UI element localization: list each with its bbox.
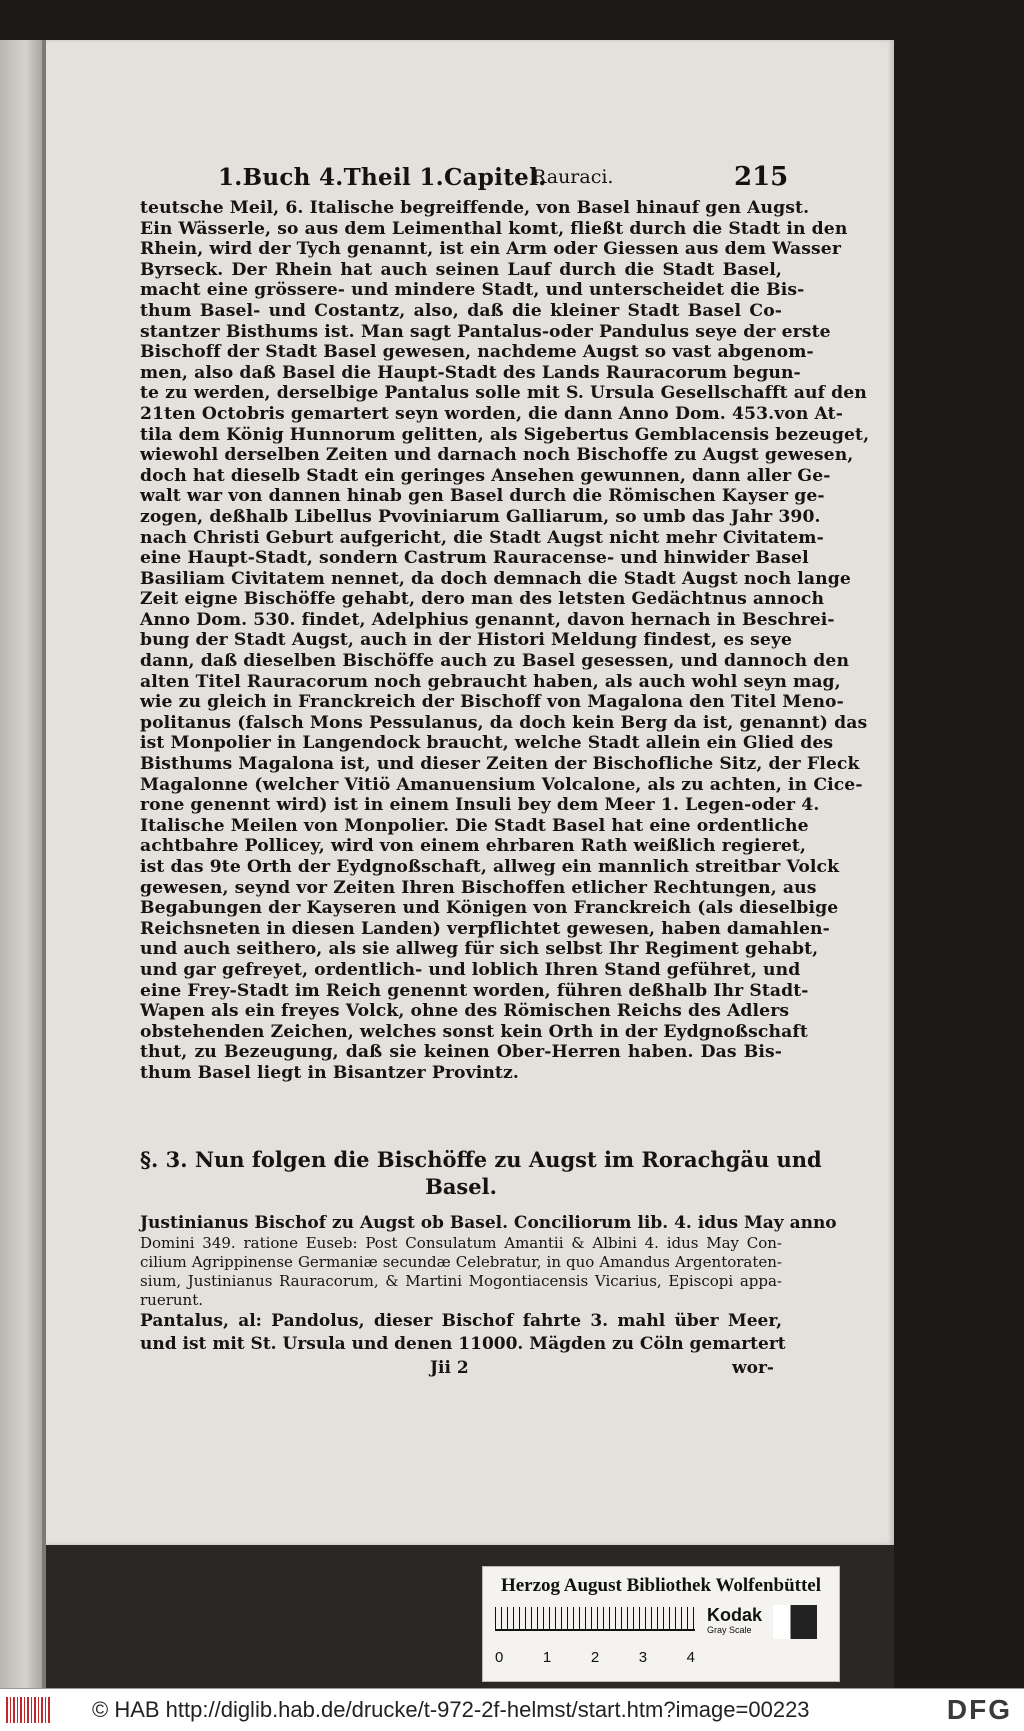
text-line: macht eine grössere- und mindere Stadt, und unterscheidet die Bis-: [140, 280, 805, 301]
signature-mark: Jii 2: [430, 1358, 469, 1378]
text-line: Byrseck. Der Rhein hat auch seinen Lauf durch die Stadt Basel,: [140, 259, 782, 280]
text-line: und auch seithero, als sie allweg für sich selbst Ihr Regiment gehabt,: [140, 939, 819, 960]
text-line: cilium Agrippinense Germaniæ secundæ Celebratur, in quo Amandus Argentoraten-: [140, 1253, 782, 1271]
text-line: tila dem König Hunnorum gelitten, als Sigebertus Gemblacensis bezeuget,: [140, 424, 870, 445]
color-calibration-card: [482, 1566, 840, 1682]
text-line: bung der Stadt Augst, auch in der Histori Meldung findest, es seye: [140, 630, 793, 651]
text-line: stantzer Bisthums ist. Man sagt Pantalus-oder Pandulus seye der erste: [140, 321, 831, 342]
page-footer: [140, 1358, 782, 1382]
text-line: Wapen als ein freyes Volck, ohne des Römischen Reichs des Adlers: [140, 1001, 790, 1022]
text-line: achtbahre Pollicey, wird von einem ehrbaren Rath weißlich regieret,: [140, 836, 807, 857]
text-line: zogen, deßhalb Libellus Pvoviniarum Galliarum, so umb das Jahr 390.: [140, 506, 821, 527]
ruler-number: 2: [590, 1649, 600, 1666]
header-topic: Rauraci.: [532, 166, 614, 188]
text-line: gewesen, seynd vor Zeiten Ihren Bischoffen etlicher Rechtungen, aus: [140, 877, 817, 898]
paragraph-justinianus: [140, 1212, 837, 1310]
ruler-numbers: [495, 1649, 695, 1666]
text-line: Reichsneten in diesen Landen) verpflichtet gewesen, haben damahlen-: [140, 918, 830, 939]
text-line: Zeit eigne Bischöffe gehabt, dero man des letsten Gedächtnus annoch: [140, 589, 825, 610]
text-line: Rhein, wird der Tych genannt, ist ein Arm oder Giessen aus dem Wasser: [140, 239, 842, 260]
text-line: politanus (falsch Mons Pessulanus, da doch kein Berg da ist, genannt) das: [140, 712, 868, 733]
left-page-edge: [0, 40, 42, 1688]
text-line: Anno Dom. 530. findet, Adelphius genannt, davon hernach in Beschrei-: [140, 609, 835, 630]
ruler-number: 3: [638, 1649, 648, 1666]
text-line: thut, zu Bezeugung, daß sie keinen Ober-Herren haben. Das Bis-: [140, 1042, 782, 1063]
running-header: [46, 156, 894, 196]
text-line: Begabungen der Kayseren und Königen von Franckreich (als dieselbige: [140, 898, 839, 919]
ruler-number: 4: [686, 1649, 695, 1666]
text-line: alten Titel Rauracorum noch gebraucht haben, als auch wohl seyn mag,: [140, 671, 841, 692]
text-line: Bisthums Magalona ist, und dieser Zeiten der Bischofliche Sitz, der Fleck: [140, 754, 860, 775]
ruler-number: 1: [542, 1649, 552, 1666]
text-line: men, also daß Basel die Haupt-Stadt des Lands Rauracorum begun-: [140, 362, 801, 383]
source-url[interactable]: © HAB http://diglib.hab.de/drucke/t-972-2f-helmst/start.htm?image=00223: [92, 1697, 810, 1722]
text-line: 21ten Octobris gemartert seyn worden, die dann Anno Dom. 453.von At-: [140, 403, 843, 424]
library-name: Herzog August Bibliothek Wolfenbüttel: [500, 1575, 822, 1596]
paragraph-pantalus: [140, 1310, 786, 1356]
text-line: thum Basel- und Costantz, also, daß die kleiner Stadt Basel Co-: [140, 300, 782, 321]
ruler-scale: [495, 1607, 695, 1666]
dfg-logo: DFG: [946, 1694, 1012, 1725]
text-line: te zu werden, derselbige Pantalus solle mit S. Ursula Gesellschafft auf den: [140, 383, 867, 404]
text-line: doch hat dieselb Stadt ein geringes Ansehen gewunnen, dann aller Ge-: [140, 465, 831, 486]
text-line: rone genennt wird) ist in einem Insuli bey dem Meer 1. Legen-oder 4.: [140, 795, 820, 816]
main-text: [140, 198, 870, 1084]
text-line: Pantalus, al: Pandolus, dieser Bischof fahrte 3. mahl über Meer,: [140, 1311, 782, 1331]
text-line: teutsche Meil, 6. Italische begreiffende, von Basel hinauf gen Augst.: [140, 198, 810, 218]
kodak-logo: Kodak: [707, 1605, 763, 1625]
text-line: und ist mit St. Ursula und denen 11000. Mägden zu Cöln gemartert: [140, 1334, 786, 1354]
text-line: eine Frey-Stadt im Reich genennt worden, führen deßhalb Ihr Stadt-: [140, 980, 809, 1001]
ruler-number: 0: [495, 1649, 504, 1666]
text-line: wiewohl derselben Zeiten und darnach noch Bischoffe zu Augst gewesen,: [140, 445, 854, 466]
section-heading-line: §. 3. Nun folgen die Bischöffe zu Augst im Rorachgäu und: [140, 1147, 822, 1172]
text-line: dann, daß dieselben Bischöffe auch zu Basel gesessen, und dannoch den: [140, 651, 850, 672]
gray-swatch: [773, 1605, 817, 1639]
text-line: Ein Wässerle, so aus dem Leimenthal komt, fließt durch die Stadt in den: [140, 218, 848, 239]
gray-scale-label: Gray Scale: [707, 1625, 752, 1635]
page-number: 215: [734, 162, 789, 192]
text-line: Bischoff der Stadt Basel gewesen, nachdeme Augst so vast abgenom-: [140, 342, 814, 363]
book-page: [46, 40, 894, 1545]
text-line: nach Christi Geburt aufgericht, die Stadt Augst nicht mehr Civitatem-: [140, 527, 824, 548]
text-line: ist das 9te Orth der Eydgnoßschaft, allweg ein mannlich streitbar Volck: [140, 857, 840, 877]
text-line: Magalonne (welcher Vitiö Amanuensium Volcalone, als zu achten, in Cice-: [140, 774, 863, 795]
text-line: Domini 349. ratione Euseb: Post Consulatum Amantii & Albini 4. idus May Con-: [140, 1234, 782, 1252]
text-line: obstehenden Zeichen, welches sonst kein Orth in der Eydgnoßschaft: [140, 1021, 808, 1042]
catchword: wor-: [732, 1358, 774, 1378]
section-heading-line: Basel.: [425, 1174, 497, 1199]
header-chapter: 1.Buch 4.Theil 1.Capitel.: [218, 164, 547, 191]
text-line: Justinianus Bischof zu Augst ob Basel. Conciliorum lib. 4. idus May anno: [140, 1213, 837, 1233]
text-line: eine Haupt-Stadt, sondern Castrum Rauracense- und hinwider Basel: [140, 548, 809, 569]
text-line: wie zu gleich in Franckreich der Bischoff von Magalona den Titel Meno-: [140, 692, 844, 713]
text-line: sium, Justinianus Rauracorum, & Martini Mogontiacensis Vicarius, Episcopi appa-: [140, 1272, 782, 1290]
text-line: Basiliam Civitatem nennet, da doch demnach die Stadt Augst noch lange: [140, 568, 851, 589]
ruler-ticks: [495, 1607, 695, 1631]
text-line: ist Monpolier in Langendock braucht, welche Stadt allein ein Glied des: [140, 733, 834, 754]
text-line: und gar gefreyet, ordentlich- und loblich Ihren Stand geführet, und: [140, 959, 801, 980]
status-bar: [0, 1688, 1024, 1731]
text-line: Italische Meilen von Monpolier. Die Stadt Basel hat eine ordentliche: [140, 815, 809, 836]
section-heading: [140, 1146, 822, 1200]
text-line: walt war von dannen hinab gen Basel durch die Römischen Kayser ge-: [140, 486, 825, 507]
barcode-icon: [6, 1697, 52, 1723]
text-line: thum Basel liegt in Bisantzer Provintz.: [140, 1062, 519, 1083]
text-line: ruerunt.: [140, 1291, 203, 1309]
